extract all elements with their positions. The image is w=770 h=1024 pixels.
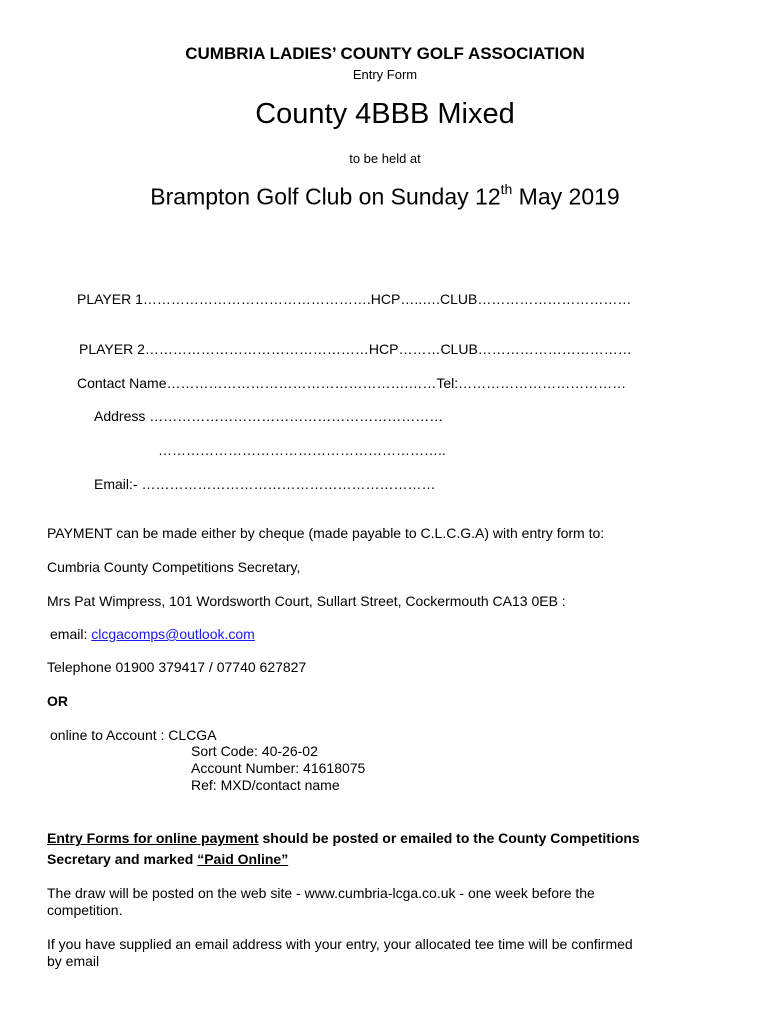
payment-ref: Ref: MXD/contact name: [191, 777, 340, 793]
secretary-address: Mrs Pat Wimpress, 101 Wordsworth Court, Sullart Street, Cockermouth CA13 0EB :: [47, 593, 566, 609]
address-field[interactable]: Address ………………………………………………………: [94, 408, 444, 424]
venue-prefix: Brampton Golf Club on Sunday 12: [150, 183, 501, 210]
org-title: CUMBRIA LADIES’ COUNTY GOLF ASSOCIATION: [185, 44, 585, 63]
player2-field[interactable]: PLAYER 2…………………………………………HCP………CLUB……………………………: [79, 341, 632, 357]
email-line: [50, 626, 255, 642]
venue-date: [0, 183, 770, 211]
or-label: OR: [47, 693, 68, 709]
contact-field[interactable]: Contact Name…………………………………………….……Tel:………………………………: [77, 375, 627, 391]
address-field-line2[interactable]: ……………………………………………………..: [158, 442, 446, 458]
tee-time-note-line2: by email: [47, 953, 100, 969]
held-at-text: to be held at: [349, 151, 421, 166]
online-entry-note-line1: [47, 830, 640, 846]
payment-intro: PAYMENT can be made either by cheque (made payable to C.L.C.G.A) with entry form to:: [47, 525, 605, 541]
form-subtitle: Entry Form: [352, 67, 418, 82]
draw-note-line2: competition.: [47, 902, 123, 918]
online-entry-rest: should be posted or emailed to the County Competitions: [258, 830, 640, 846]
online-entry-note-line2: [47, 851, 288, 867]
online-entry-line2-prefix: Secretary and marked: [47, 851, 198, 867]
account-number: Account Number: 41618075: [191, 760, 366, 776]
venue-superscript: th: [500, 181, 513, 197]
email-label: email:: [50, 626, 92, 642]
player1-field[interactable]: PLAYER 1………………………………………….HCP…..….CLUB……………………………: [77, 291, 632, 307]
email-field[interactable]: Email:- ………………………………………………………: [94, 476, 436, 492]
online-entry-underlined: Entry Forms for online payment: [47, 830, 259, 846]
telephone-line: Telephone 01900 379417 / 07740 627827: [47, 659, 307, 675]
event-title: County 4BBB Mixed: [255, 98, 515, 130]
secretary-line: Cumbria County Competitions Secretary,: [47, 559, 301, 575]
draw-note-line1: The draw will be posted on the web site - www.cumbria-lcga.co.uk - one week before the: [47, 885, 595, 901]
email-link[interactable]: clcgacomps@outlook.com: [91, 626, 255, 642]
online-account: online to Account : CLCGA: [50, 727, 217, 743]
sort-code: Sort Code: 40-26-02: [191, 743, 318, 759]
venue-suffix: May 2019: [512, 183, 620, 210]
paid-online-marker: “Paid Online”: [197, 851, 289, 867]
tee-time-note-line1: If you have supplied an email address with your entry, your allocated tee time will be confirmed: [47, 936, 633, 952]
